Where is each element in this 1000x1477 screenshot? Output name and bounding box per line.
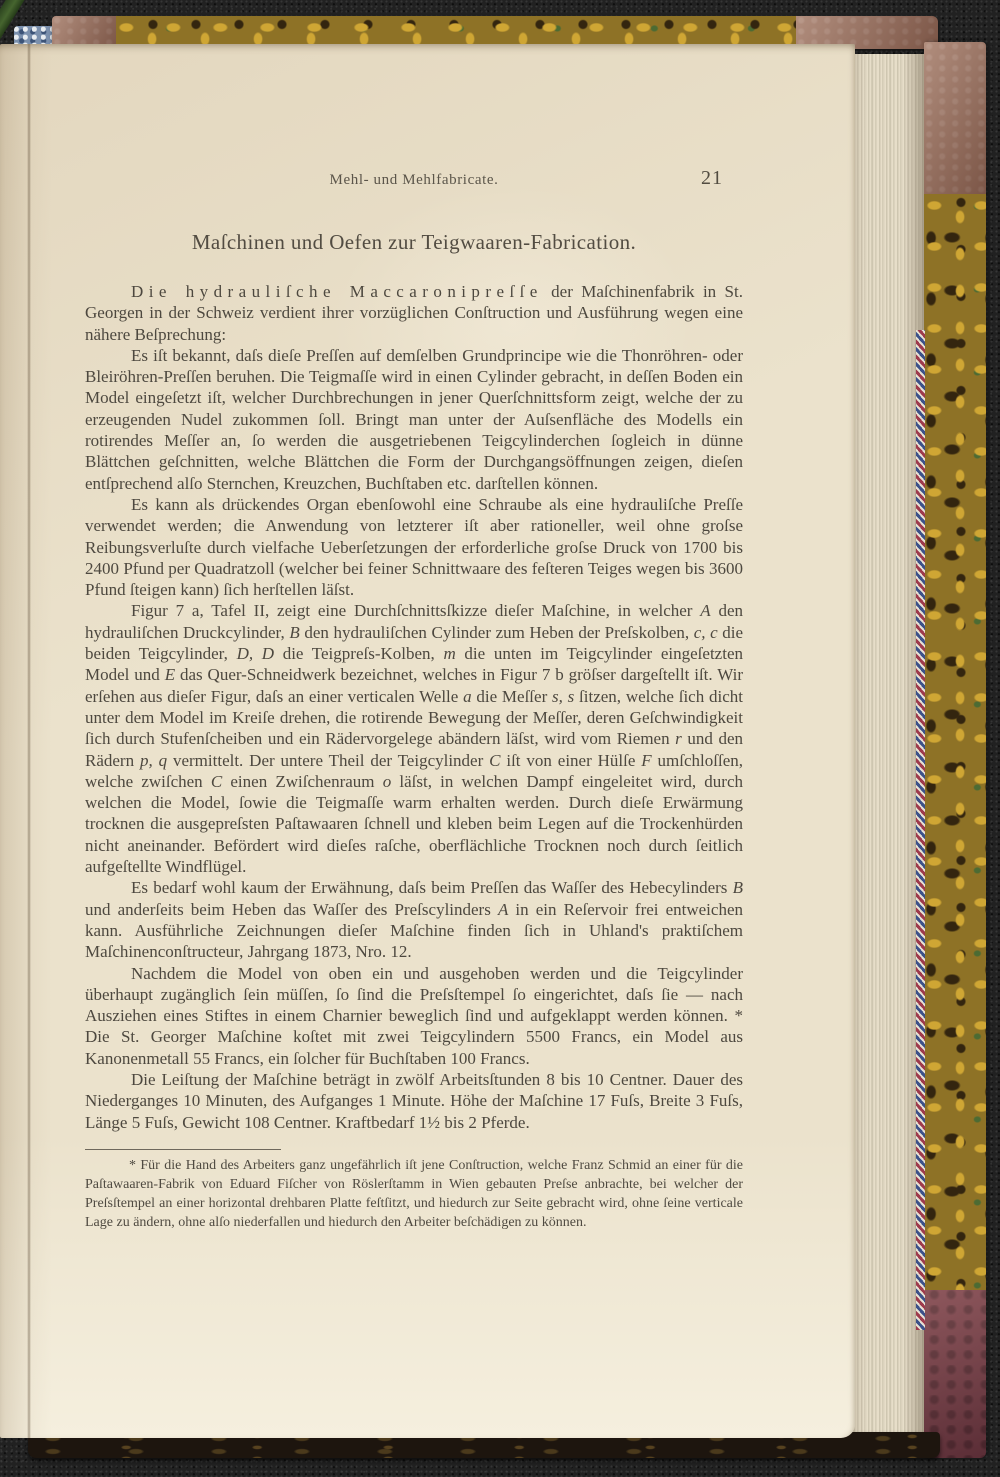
page-title: Maſchinen und Oefen zur Teigwaaren-Fabrication. [191,230,637,254]
marbled-page-edge [916,330,925,1330]
text-column [85,167,744,1232]
gutter-shadow [0,44,52,1438]
paragraph: Die hydrauliſche Maccaronipreſſe der Maſchinenfabrik in St. Georgen in der Schweiz verdient ihrer vorzüglichen Conſtruction und Ausführung wegen eine nähere Beſprechung: [85,282,743,344]
body-text [85,281,743,1133]
paragraph: * Für die Hand des Arbeiters ganz ungefährlich iſt jene Conſtruction, welche Franz Schmid an einer für die Paſtawaaren-Fabrik von Eduard Fiſcher von Röslerſtamm in Wien gebauten Preſse anbrachte, bei welcher der Preſsſtempel an einer horizontal drehbaren Platte feſtſitzt, und hiedurch zur Seite gebracht wird, ohne ſeine verticale Lage zu ändern, ohne alſo niederfallen und hiedurch den Arbeiter beſchädigen zu können. [85,1157,743,1230]
footnote-text [85,1156,743,1232]
paragraph: Es bedarf wohl kaum der Erwähnung, daſs beim Preſſen das Waſſer des Hebecylinders B und anderſeits beim Heben das Waſſer des Preſscylinders A in ein Reſervoir frei entweichen kann. Ausführliche Zeichnungen dieſer Maſchine finden ſich in Uhland's praktiſchem Maſchinenconſtructeur, Jahrgang 1873, Nro. 12. [85,878,744,962]
book-page [0,44,855,1438]
paragraph: Es kann als drückendes Organ ebenſowohl eine Schraube als eine hydrauliſche Preſſe verwendet werden; die Anwendung von letzterer iſt aber rationeller, weil ohne groſse Reibungsverluſte durch vielfache Ueberſetzungen der erforderliche groſse Druck von 1700 bis 2400 Pfund per Quadratzoll (welcher bei feiner Schnittwaare des feſteren Teiges wegen bis 3600 Pfund ſteigen kann) ſich herſtellen läſst. [85,494,743,600]
gutter-crease [27,44,31,1438]
marbled-cover-right [924,194,986,1290]
paragraph: Figur 7 a, Tafel II, zeigt eine Durchſchnittsſkizze dieſer Maſchine, in welcher A den hydrauliſchen Druckcylinder, B den hydrauliſchen Cylinder zum Heben der Preſskolben, c, c die beiden Teigcylinder, D, D die Teigpreſs-Kolben, m die unten im Teigcylinder eingeſetzten Model und E das Quer-Schneidwerk bezeichnet, welches in Figur 7 b gröſser dargeſtellt iſt. Wir erſehen aus dieſer Figur, daſs an einer verticalen Welle a die Meſſer s, s ſitzen, welche ſich dicht unter dem Model im Kreiſe drehen, die rotirende Bewegung der Meſſer, deren Geſchwindigkeit ſich durch Stufenſcheiben und ein Rädervorgelege abändern läſst, wird vom Riemen r und den Rädern p, q vermittelt. Der untere Theil der Teigcylinder C iſt von einer Hülſe F umſchloſſen, welche zwiſchen C einen Zwiſchenraum o läſst, in welchen Dampf eingeleitet wird, durch welchen die Model, ſowie die Teigmaſſe warm erhalten werden. Durch dieſe Erwärmung trocknen die ausgepreſsten Paſtawaaren ſchnell und kleben beim Legen auf die Trockenhürden nicht aneinander. Befördert wird dieſes raſche, oberflächliche Trocknen noch durch ſeitlich aufgeſtellte Windflügel. [85,601,743,877]
page-fore-edge [852,54,924,1446]
book-right-cover [924,42,986,1458]
paragraph: Es iſt bekannt, daſs dieſe Preſſen auf demſelben Grundprincipe wie die Thonröhren- oder Bleiröhren-Preſſen beruhen. Die Teigmaſſe wird in einen Cylinder gebracht, in deſſen Boden ein Model eingeſetzt iſt, welcher Durchbrechungen in jener Querſchnittsform zeigt, welche der zu erzeugenden Nudel zukommen ſoll. Bringt man unter der Auſsenfläche des Modells ein rotirendes Meſſer an, ſo werden die ausgetriebenen Teigcylinderchen ſogleich in dünne Blättchen geſchnitten, welche Blättchen die Form der Durchgangsöffnungen zeigen, dieſen entſprechend alſo Sternchen, Kreuzchen, Buchſtaben etc. darſtellen können. [85,345,743,493]
running-head-row [85,167,743,189]
paragraph: Die Leiſtung der Maſchine beträgt in zwölf Arbeitsſtunden 8 bis 10 Centner. Dauer des Niederganges 10 Minuten, des Aufganges 1 Minute. Höhe der Maſchine 17 Fuſs, Breite 3 Fuſs, Länge 5 Fuſs, Gewicht 108 Centner. Kraftbedarf 1½ bis 2 Pferde. [85,1069,743,1132]
page-number: 21 [701,167,723,189]
leather-corner-right-top [924,42,986,194]
running-head: Mehl- und Mehlfabricate. [329,172,499,188]
footnote-rule [85,1149,281,1150]
paragraph: Nachdem die Model von oben ein und ausgehoben werden und die Teigcylinder überhaupt zugänglich ſein müſſen, ſo ſind die Preſsſtempel ſo eingerichtet, daſs ſie — nach Ausziehen eines Stiftes in einem Charnier beweglich ſind und aufgeklappt werden können. * Die St. Georger Maſchine koſtet mit zwei Teigcylindern 5500 Francs, ein Model aus Kanonenmetall 55 Francs, ein ſolcher für Buchſtaben 100 Francs. [85,963,743,1068]
